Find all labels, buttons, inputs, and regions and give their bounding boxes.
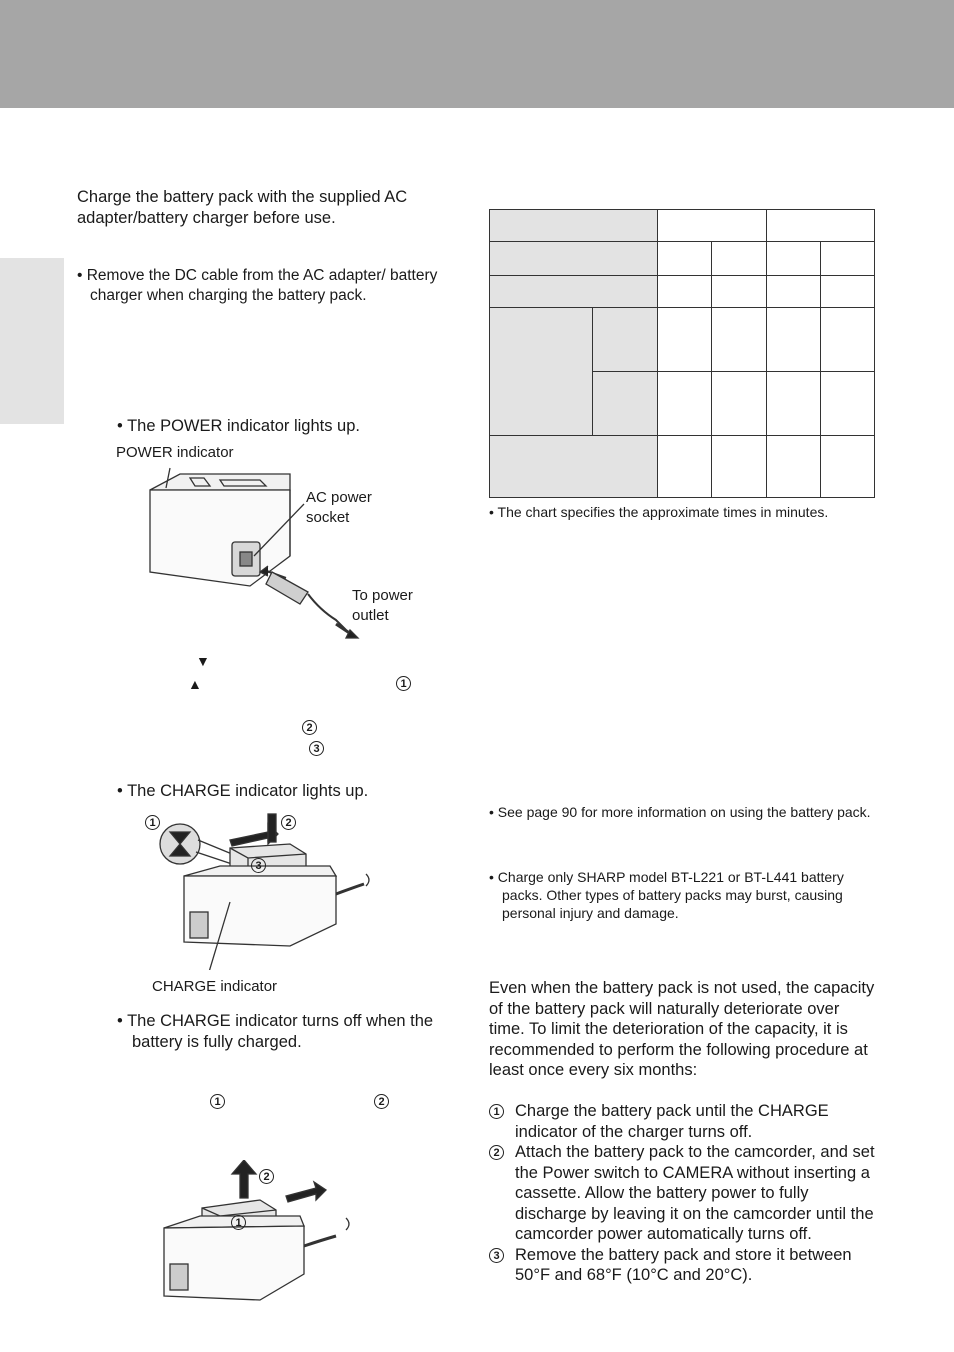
table-header-cell	[490, 308, 593, 436]
table-header-cell	[490, 242, 658, 276]
charge-indicator-label: CHARGE indicator	[152, 978, 278, 995]
table-header-cell	[490, 436, 658, 498]
table-cell	[658, 276, 712, 308]
up-triangle-icon: ▲	[188, 676, 202, 692]
charge-off-note: • The CHARGE indicator turns off when the battery is fully charged.	[117, 1012, 434, 1051]
table-cell	[712, 372, 766, 436]
down-triangle-icon: ▼	[196, 653, 210, 669]
table-cell	[820, 242, 874, 276]
table-header-cell	[490, 276, 658, 308]
fig2-marker-3: 3	[251, 858, 266, 873]
page90-note: • See page 90 for more information on using the battery pack.	[489, 804, 871, 820]
to-power-outlet-label: To power outlet	[352, 587, 413, 624]
charging-time-table	[489, 209, 875, 498]
table-cell	[658, 308, 712, 372]
header-band	[0, 0, 954, 108]
charge-indicator-note: • The CHARGE indicator lights up.	[117, 782, 369, 800]
table-cell	[712, 308, 766, 372]
fig3-marker-2: 2	[259, 1169, 274, 1184]
remove-marker-2: 2	[374, 1094, 389, 1109]
table-cell	[766, 242, 820, 276]
table-cell	[820, 436, 874, 498]
storage-step-number: 1	[489, 1104, 504, 1119]
storage-step-text: Attach the battery pack to the camcorder, and set the Power switch to CAMERA without inserting a cassette. Allow the battery power to fully discharge by leaving it on the camcorder until the camcorder power automatically turns off.	[515, 1143, 875, 1243]
table-header-cell	[593, 308, 658, 372]
side-tab	[0, 258, 64, 424]
fig2-marker-1: 1	[145, 815, 160, 830]
table-cell	[766, 276, 820, 308]
table-cell	[658, 372, 712, 436]
table-cell	[820, 308, 874, 372]
step-marker-3: 3	[309, 741, 324, 756]
table-cell	[766, 436, 820, 498]
storage-step-number: 2	[489, 1145, 504, 1160]
power-indicator-note: • The POWER indicator lights up.	[117, 417, 360, 435]
storage-step-text: Remove the battery pack and store it between 50°F and 68°F (10°C and 20°C).	[515, 1245, 852, 1284]
power-indicator-label: POWER indicator	[116, 444, 234, 461]
step-marker-1: 1	[396, 676, 411, 691]
table-cell	[658, 210, 767, 242]
storage-intro: Even when the battery pack is not used, the capacity of the battery pack will naturally deteriorate over time. To limit the deterioration of the capacity, it is recommended to perform the following procedure at least once every six months:	[489, 979, 875, 1079]
storage-step	[489, 1101, 881, 1142]
fig3-marker-1: 1	[231, 1215, 246, 1230]
storage-step-text: Charge the battery pack until the CHARGE indicator of the charger turns off.	[515, 1102, 829, 1141]
fig2-marker-2: 2	[281, 815, 296, 830]
table-cell	[712, 436, 766, 498]
table-cell	[712, 242, 766, 276]
remove-battery-illustration	[160, 1160, 360, 1315]
table-cell	[766, 210, 875, 242]
table-cell	[820, 372, 874, 436]
table-header-cell	[490, 210, 658, 242]
storage-step	[489, 1245, 881, 1286]
table-cell	[766, 308, 820, 372]
ac-power-socket-label: AC power socket	[306, 489, 372, 526]
table-cell	[712, 276, 766, 308]
storage-step	[489, 1142, 881, 1245]
table-cell	[820, 276, 874, 308]
sharp-battery-note: • Charge only SHARP model BT-L221 or BT-L441 battery packs. Other types of battery packs may burst, causing personal injury and damage.	[489, 869, 844, 921]
step-marker-2: 2	[302, 720, 317, 735]
attach-battery-illustration	[140, 810, 390, 970]
dc-cable-note: • Remove the DC cable from the AC adapter/ battery charger when charging the battery pack.	[77, 267, 438, 304]
remove-marker-1: 1	[210, 1094, 225, 1109]
storage-step-number: 3	[489, 1248, 504, 1263]
intro-text: Charge the battery pack with the supplied AC adapter/battery charger before use.	[77, 188, 408, 227]
table-note: • The chart specifies the approximate times in minutes.	[489, 504, 829, 520]
charger-ac-illustration	[140, 460, 370, 645]
table-header-cell	[593, 372, 658, 436]
storage-steps	[489, 1101, 881, 1286]
table-cell	[766, 372, 820, 436]
table-cell	[658, 242, 712, 276]
table-cell	[658, 436, 712, 498]
